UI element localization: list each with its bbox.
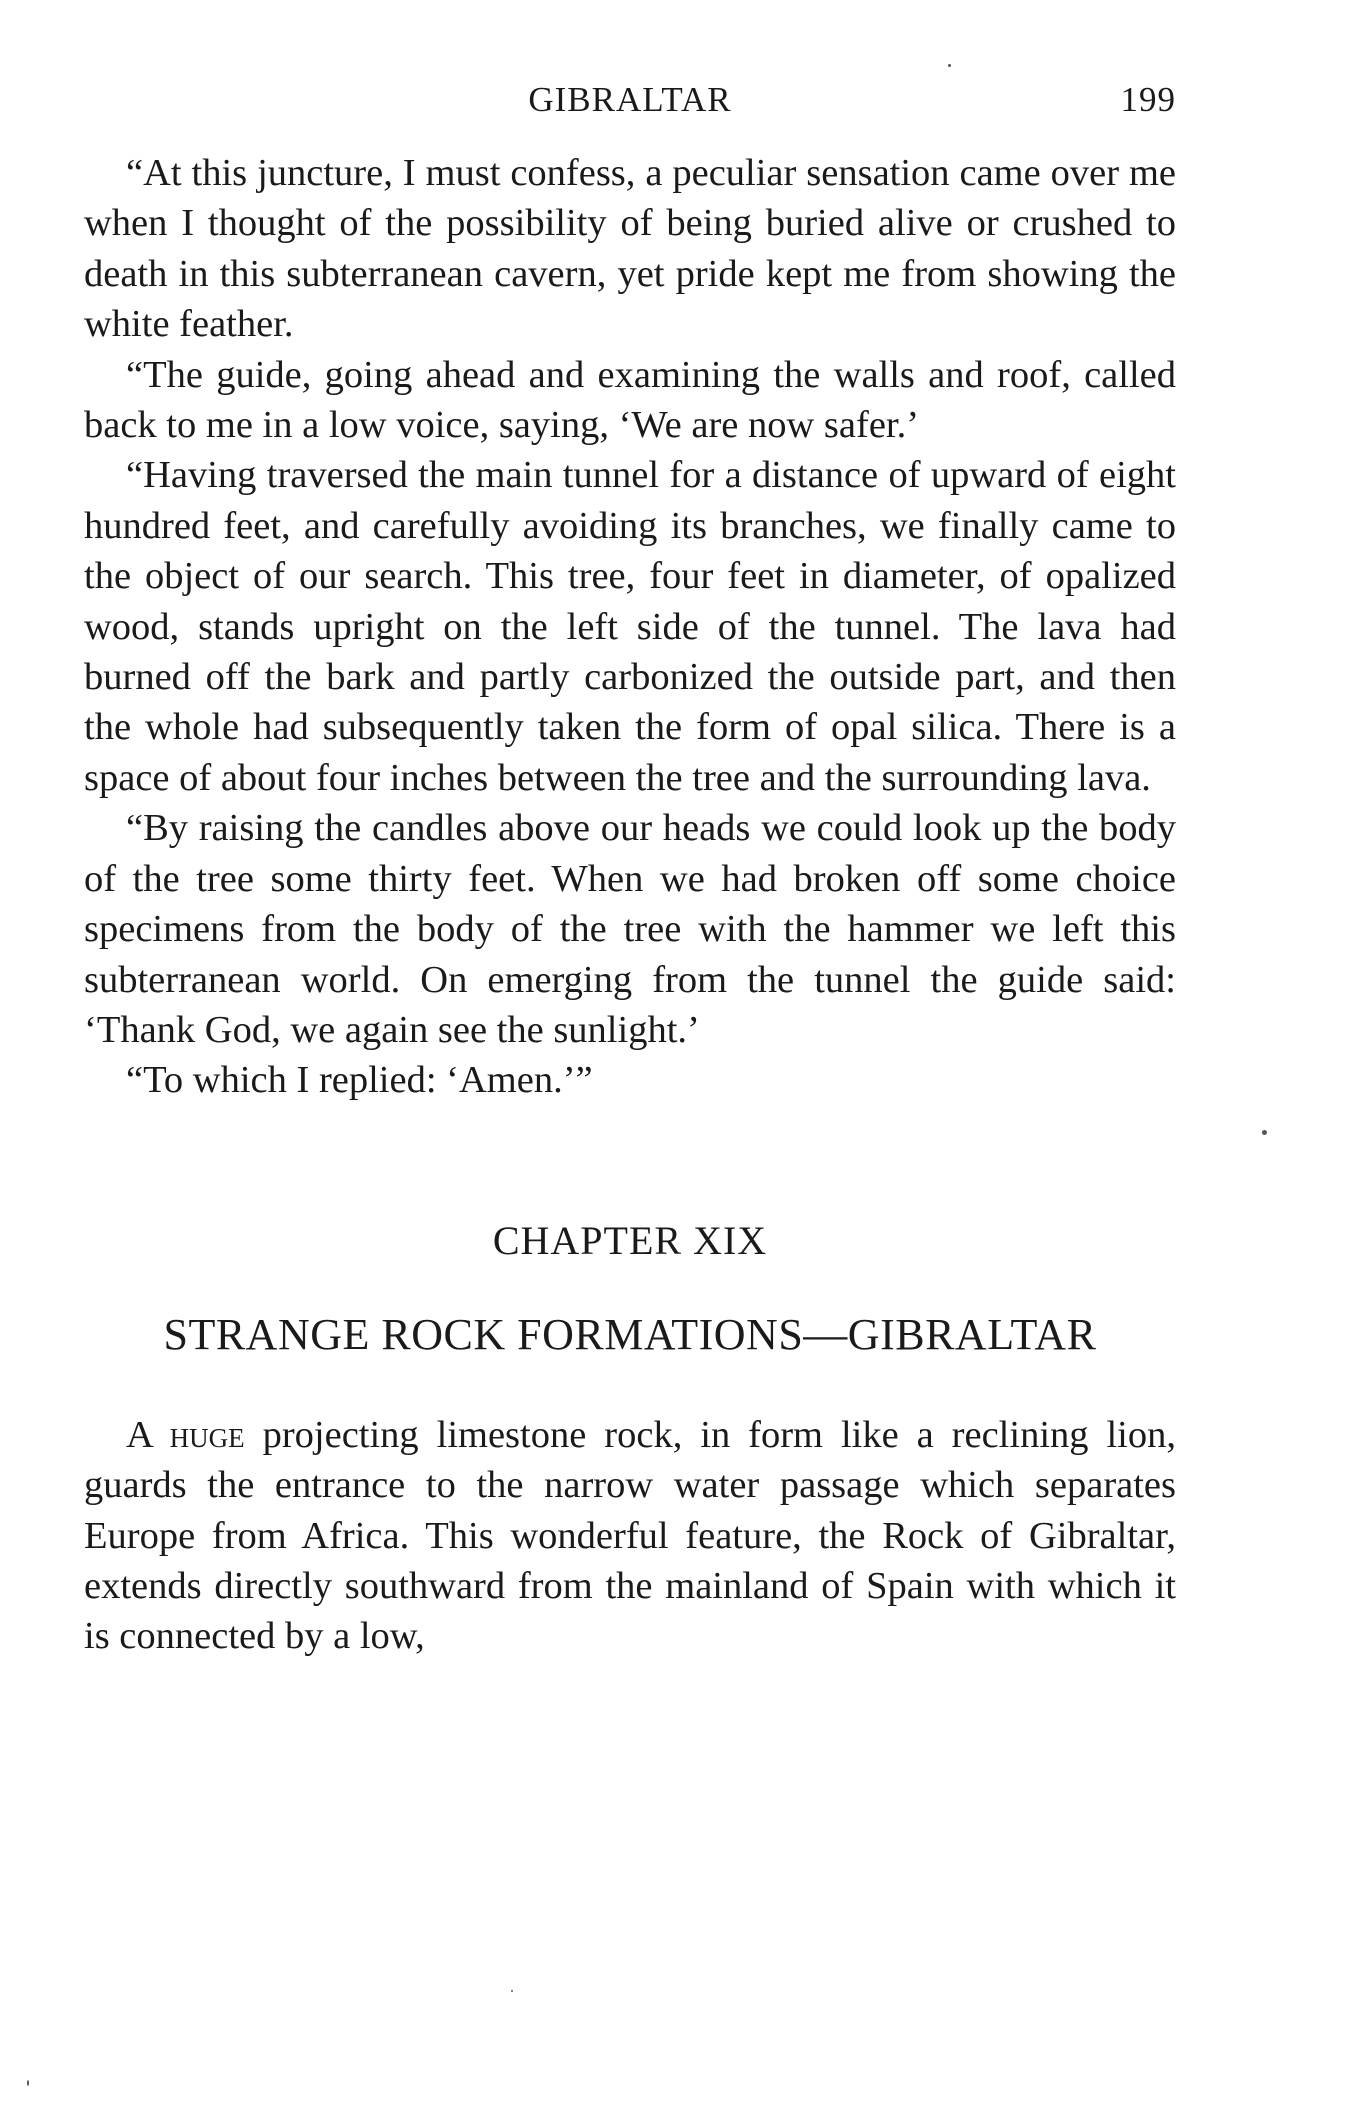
running-head-title: GIBRALTAR bbox=[528, 80, 732, 119]
speck bbox=[1262, 1130, 1267, 1135]
paragraph-3: “Having traversed the main tunnel for a distance of upward of eight hundred feet, and carefully avoiding its branches, we finally came to the object of our search. This tree, four feet in diameter, of opalized wood, stands upright on the left side of the tunnel. The lava had burned off the bark and partly carbonized the outside part, and then the whole had subsequently taken the form of opal silica. There is a space of about four inches between the tree and the surrounding lava. bbox=[84, 454, 1176, 799]
opening-text: projecting limestone rock, in form like a reclining lion, guards the entrance to the narrow water passage which separates Europe from Africa. This wonderful feature, the Rock of Gibraltar, extends directly southward from the mainland of Spain with which it is connected by a low, bbox=[84, 1413, 1176, 1658]
chapter-opening-paragraph bbox=[84, 1410, 1176, 1662]
speck bbox=[948, 64, 951, 67]
paragraph-4: “By raising the candles above our heads we could look up the body of the tree some thirty feet. When we had broken off some choice specimens from the body of the tree with the hammer we left this subterranean world. On emerging from the tunnel the guide said: ‘Thank God, we again see the sunlight.’ bbox=[84, 807, 1176, 1051]
speck bbox=[511, 1990, 513, 1992]
body-text bbox=[84, 148, 1176, 1106]
paragraph-1: “At this juncture, I must confess, a peculiar sensation came over me when I thought of the possibility of being buried alive or crushed to death in this subterranean cavern, yet pride kept me from showing the white feather. bbox=[84, 152, 1176, 346]
chapter-title: STRANGE ROCK FORMATIONS—GIBRALTAR bbox=[163, 1309, 1097, 1359]
book-page bbox=[84, 80, 1176, 1662]
page-number: 199 bbox=[1120, 80, 1176, 119]
paragraph-5: “To which I replied: ‘Amen.’” bbox=[126, 1059, 593, 1102]
smallcaps-word: huge bbox=[169, 1413, 245, 1456]
speck bbox=[27, 2080, 29, 2086]
lead-letter: A bbox=[126, 1413, 152, 1456]
paragraph-2: “The guide, going ahead and examining the walls and roof, called back to me in a low voice, saying, ‘We are now safer.’ bbox=[84, 353, 1176, 447]
running-head bbox=[84, 80, 1176, 140]
chapter-number: CHAPTER XIX bbox=[492, 1217, 768, 1263]
